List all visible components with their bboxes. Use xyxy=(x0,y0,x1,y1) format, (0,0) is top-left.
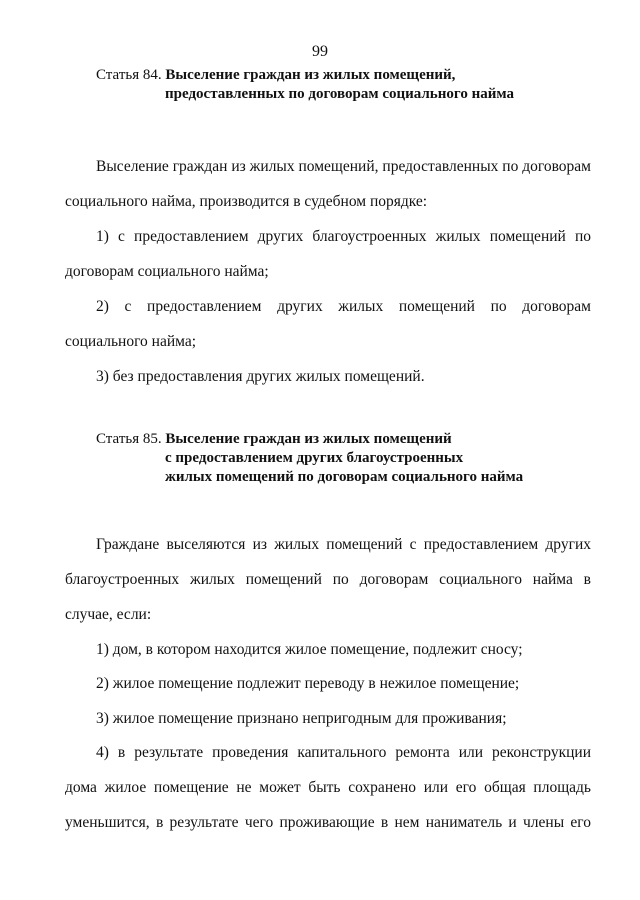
article-84-paragraph-4: 3) без предоставления других жилых помещений. xyxy=(96,368,425,385)
article-84-title-line-2: предоставленных по договорам социального найма xyxy=(165,86,514,102)
article-85-paragraph-3: 2) жилое помещение подлежит переводу в нежилое помещение; xyxy=(96,675,520,692)
article-85-title-line-3: жилых помещений по договорам социального найма xyxy=(165,469,524,485)
article-85-label: Статья 85. xyxy=(96,431,162,447)
article-85-title-line-2: с предоставлением других благоустроенных xyxy=(165,450,464,466)
article-84-title-line-1: Выселение граждан из жилых помещений, xyxy=(165,67,456,83)
article-84-label: Статья 84. xyxy=(96,67,162,83)
article-85-title-line-1: Выселение граждан из жилых помещений xyxy=(165,431,452,447)
article-84-paragraph-1: Выселение граждан из жилых помещений, предоставленных по договорам социального найма, производится в судебном порядке: xyxy=(65,158,591,210)
article-85-paragraph-5: 4) в результате проведения капитального ремонта или реконструкции дома жилое помещение не может быть сохранено или его общая площадь уменьшится, в результате чего проживающие в нем наниматель и члены его xyxy=(65,744,591,831)
article-84-heading xyxy=(96,66,514,104)
article-84-paragraph-2: 1) с предоставлением других благоустроенных жилых помещений по договорам социального найма; xyxy=(65,228,591,280)
article-85-paragraph-2: 1) дом, в котором находится жилое помещение, подлежит сносу; xyxy=(96,641,523,658)
article-85-heading xyxy=(96,430,523,487)
article-84-paragraph-3: 2) с предоставлением других жилых помещений по договорам социального найма; xyxy=(65,298,591,350)
page-number: 99 xyxy=(312,43,328,60)
article-85-paragraph-1: Граждане выселяются из жилых помещений с предоставлением других благоустроенных жилых помещений по договорам социального найма в случае, если: xyxy=(65,536,591,623)
article-85-paragraph-4: 3) жилое помещение признано непригодным для проживания; xyxy=(96,710,507,727)
